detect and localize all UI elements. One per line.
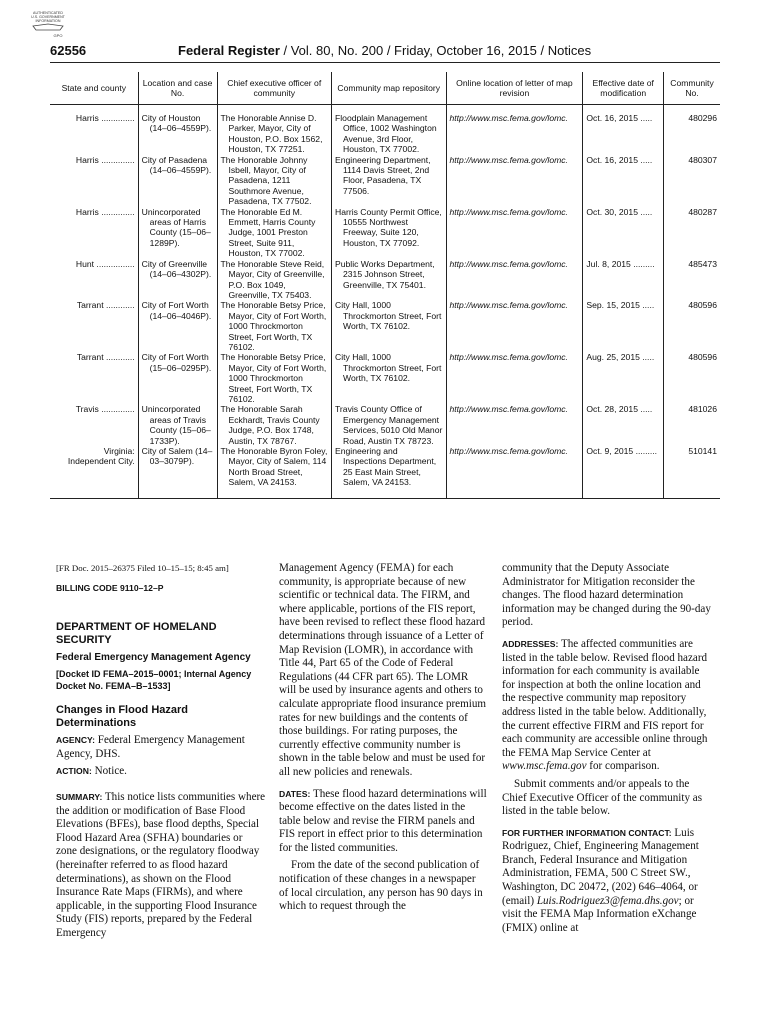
running-head: [178, 43, 591, 58]
cell-online-url[interactable]: http://www.msc.fema.gov/lomc.: [446, 105, 583, 155]
agency-heading: Federal Emergency Management Agency: [56, 652, 251, 664]
billing-code: BILLING CODE 9110–12–P: [56, 582, 164, 593]
table-row: [50, 446, 720, 498]
cell-repository: Engineering and Inspections Department, 25 East Main Street, Salem, VA 24153.: [332, 446, 447, 498]
cell-repository: Travis County Office of Emergency Management Services, 5010 Old Manor Road, Austin TX 78723.: [332, 404, 447, 446]
cell-location: City of Greenville (14–06–4302P).: [138, 259, 217, 301]
cell-community-number: 480287: [664, 207, 720, 259]
table-row: [50, 259, 720, 301]
cell-online-url[interactable]: http://www.msc.fema.gov/lomc.: [446, 352, 583, 404]
table-row: [50, 300, 720, 352]
cell-effective-date: Aug. 25, 2015 .....: [583, 352, 664, 404]
col3-paragraph-1: community that the Deputy Associate Administrator for Mitigation reconsider the changes. The flood hazard determination information may be changed during the 90-day period.: [502, 562, 711, 629]
agency-paragraph: [56, 734, 266, 761]
cell-repository: City Hall, 1000 Throckmorton Street, Fort Worth, TX 76102.: [332, 352, 447, 404]
contact-label: FOR FURTHER INFORMATION CONTACT:: [502, 827, 672, 838]
cell-state: Tarrant ............: [76, 300, 135, 311]
logo-line-2: U.S. GOVERNMENT: [31, 15, 65, 19]
notice-title: Changes in Flood Hazard Determinations: [56, 704, 189, 730]
cell-ceo: The Honorable Ed M. Emmett, Harris County Judge, 1001 Preston Street, Suite 911, Houston, TX 77002.: [217, 207, 332, 259]
msc-link[interactable]: www.msc.fema.gov: [502, 760, 587, 773]
col-header-repository: Community map repository: [332, 72, 447, 105]
dates-label: DATES:: [279, 788, 311, 799]
summary-text: This notice lists communities where the addition or modification of Base Flood Elevations (BFEs), base flood depths, Special Flood Hazard Area (SFHA) boundaries or zone designations, or the regulatory floodway (hereinafter referred to as flood hazard determinations), as shown on the Flood Insurance Rate Maps (FIRMs), and where applicable, in the supporting Flood Insurance Study (FIS) reports, prepared by the Federal Emergency: [56, 790, 266, 939]
cell-community-number: 480307: [664, 155, 720, 207]
dates-text: These flood hazard determinations will become effective on the dates listed in the table below and revise the FIRM panels and FIS report in effect prior to this determination for the listed communities.: [279, 787, 487, 854]
journal-name: Federal Register: [178, 43, 280, 58]
cell-location: City of Houston (14–06–4559P).: [138, 105, 217, 155]
fr-doc-line: [FR Doc. 2015–26375 Filed 10–15–15; 8:45 am]: [56, 563, 229, 573]
gpo-authenticated-logo: [27, 8, 69, 40]
cell-community-number: 510141: [664, 446, 720, 498]
contact-paragraph: [502, 827, 712, 936]
cell-community-number: 485473: [664, 259, 720, 301]
contact-email-link[interactable]: Luis.Rodriguez3@fema.dhs.gov: [536, 894, 679, 907]
department-heading: DEPARTMENT OF HOMELAND SECURITY: [56, 621, 217, 647]
col-header-state: State and county: [50, 72, 138, 105]
cell-state: Virginia: Independent City.: [50, 446, 138, 498]
action-label: ACTION:: [56, 766, 92, 777]
addresses-text: The affected communities are listed in the table below. Revised flood hazard information for each community is available for inspection at both the online location and the respective community map repository address listed in the table below. Additionally, the current effective FIRM and FIS report for each community are accessible online through the FEMA Map Service Center at: [502, 637, 708, 759]
col3-paragraph-3: Submit comments and/or appeals to the Chief Executive Officer of the community as listed in the table below.: [502, 777, 703, 818]
col-header-online: Online location of letter of map revision: [446, 72, 583, 105]
agency-text: Federal Emergency Management Agency, DHS.: [56, 734, 245, 760]
text-column-2: [279, 562, 487, 918]
cell-state: Harris ..............: [75, 206, 135, 217]
cell-repository: Harris County Permit Office, 10555 Northwest Freeway, Suite 120, Houston, TX 77092.: [332, 207, 447, 259]
cell-location: City of Salem (14–03–3079P).: [138, 446, 217, 498]
table-row: [50, 155, 720, 207]
col-header-number: Community No.: [664, 72, 720, 105]
header-rule: [50, 62, 720, 63]
addresses-tail: for comparison.: [586, 760, 660, 773]
logo-line-3: INFORMATION: [35, 19, 61, 23]
cell-location: City of Pasadena (14–06–4559P).: [138, 155, 217, 207]
summary-paragraph: [56, 791, 266, 941]
cell-effective-date: Jul. 8, 2015 .........: [583, 259, 664, 301]
agency-label: AGENCY:: [56, 735, 95, 746]
cell-location: Unincorporated areas of Harris County (15–06–1289P).: [138, 207, 217, 259]
table-header-row: [50, 72, 720, 105]
contact-tail: ; or visit the FEMA Map Information eXchange (FMIX) online at: [502, 894, 697, 934]
cell-ceo: The Honorable Betsy Price, Mayor, City of Fort Worth, 1000 Throckmorton Street, Fort Worth, TX 76102.: [217, 352, 332, 404]
contact-text: Luis Rodriguez, Chief, Engineering Management Branch, Federal Insurance and Mitigation Administration, FEMA, 500 C Street SW., Washington, DC 20472, (202) 646–4064, or (email): [502, 826, 699, 907]
cell-online-url[interactable]: http://www.msc.fema.gov/lomc.: [446, 155, 583, 207]
cell-ceo: The Honorable Betsy Price, Mayor, City of Fort Worth, 1000 Throckmorton Street, Fort Worth, TX 76102.: [217, 300, 332, 352]
table-row: [50, 207, 720, 259]
cell-effective-date: Sep. 15, 2015 .....: [583, 300, 664, 352]
col-header-date: Effective date of modification: [583, 72, 664, 105]
issue-info: / Vol. 80, No. 200 / Friday, October 16, 2015 / Notices: [279, 43, 592, 58]
col-header-location: Location and case No.: [138, 72, 217, 105]
addresses-paragraph: [502, 638, 712, 774]
cell-online-url[interactable]: http://www.msc.fema.gov/lomc.: [446, 300, 583, 352]
cell-effective-date: Oct. 28, 2015 .....: [583, 404, 664, 446]
cell-state: Harris ..............: [75, 113, 135, 123]
col-header-ceo: Chief executive officer of community: [217, 72, 332, 105]
addresses-label: ADDRESSES:: [502, 638, 559, 649]
cell-ceo: The Honorable Johnny Isbell, Mayor, City of Pasadena, 1211 Southmore Avenue, Pasadena, TX 77502.: [217, 155, 332, 207]
cell-repository: City Hall, 1000 Throckmorton Street, Fort Worth, TX 76102.: [332, 300, 447, 352]
cell-location: City of Fort Worth (15–06–0295P).: [138, 352, 217, 404]
action-paragraph: [56, 765, 266, 779]
cell-effective-date: Oct. 16, 2015 .....: [583, 155, 664, 207]
cell-location: City of Fort Worth (14–06–4046P).: [138, 300, 217, 352]
cell-effective-date: Oct. 30, 2015 .....: [583, 207, 664, 259]
text-column-3: [502, 562, 712, 939]
cell-online-url[interactable]: http://www.msc.fema.gov/lomc.: [446, 259, 583, 301]
col2-paragraph-1: Management Agency (FEMA) for each community, is appropriate because of new scientific or technical data. The FIRM, and where applicable, portions of the FIS report, have been revised to reflect these flood hazard determinations through issuance of a Letter of Map Revision (LOMR), in accordance with Title 44, Part 65 of the Code of Federal Regulations (44 CFR part 65). The LOMR will be used by insurance agents and others to calculate appropriate flood insurance premium rates for new buildings and the contents of those buildings. For rating purposes, the currently effective community number is shown in the table below and must be used for all new policies and renewals.: [279, 562, 486, 778]
cell-community-number: 480596: [664, 300, 720, 352]
cell-ceo: The Honorable Annise D. Parker, Mayor, City of Houston, P.O. Box 1562, Houston, TX 77251.: [217, 105, 332, 155]
cell-ceo: The Honorable Steve Reid, Mayor, City of Greenville, P.O. Box 1049, Greenville, TX 75403.: [217, 259, 332, 301]
action-text: Notice.: [94, 765, 127, 778]
cell-repository: Public Works Department, 2315 Johnson Street, Greenville, TX 75401.: [332, 259, 447, 301]
cell-state: Harris ..............: [75, 154, 135, 165]
table-row: [50, 404, 720, 446]
cell-effective-date: Oct. 16, 2015 .....: [583, 105, 664, 155]
cell-online-url[interactable]: http://www.msc.fema.gov/lomc.: [446, 404, 583, 446]
docket-id: [Docket ID FEMA–2015–0001; Internal Agency Docket No. FEMA–B–1533]: [56, 669, 252, 692]
cell-online-url[interactable]: http://www.msc.fema.gov/lomc.: [446, 446, 583, 498]
flood-hazard-table: [50, 72, 720, 499]
logo-gpo: GPO: [53, 33, 63, 38]
cell-ceo: The Honorable Sarah Eckhardt, Travis County Judge, P.O. Box 1748, Austin, TX 78767.: [217, 404, 332, 446]
dates-paragraph: [279, 788, 487, 856]
cell-community-number: 480596: [664, 352, 720, 404]
table-row: [50, 105, 720, 155]
cell-community-number: 481026: [664, 404, 720, 446]
logo-line-1: AUTHENTICATED: [33, 11, 63, 15]
cell-online-url[interactable]: http://www.msc.fema.gov/lomc.: [446, 207, 583, 259]
cell-ceo: The Honorable Byron Foley, Mayor, City of Salem, 114 North Broad Street, Salem, VA 24153.: [217, 446, 332, 498]
eagle-icon: [33, 24, 63, 30]
cell-repository: Engineering Department, 1114 Davis Street, 2nd Floor, Pasadena, TX 77506.: [332, 155, 447, 207]
page-number: 62556: [50, 43, 87, 58]
cell-repository: Floodplain Management Office, 1002 Washington Avenue, 3rd Floor, Houston, TX 77002.: [332, 105, 447, 155]
cell-effective-date: Oct. 9, 2015 .........: [583, 446, 664, 498]
table-row: [50, 352, 720, 404]
col2-paragraph-3: From the date of the second publication of notification of these changes in a newspaper of local circulation, any person has 90 days in which to request through the: [279, 859, 483, 913]
text-column-1: [56, 562, 266, 945]
summary-label: SUMMARY:: [56, 791, 103, 802]
cell-location: Unincorporated areas of Travis County (15–06–1733P).: [138, 404, 217, 446]
cell-state: Travis ..............: [75, 404, 135, 415]
cell-state: Tarrant ............: [76, 352, 135, 363]
cell-community-number: 480296: [664, 105, 720, 155]
cell-state: Hunt ................: [75, 258, 135, 269]
